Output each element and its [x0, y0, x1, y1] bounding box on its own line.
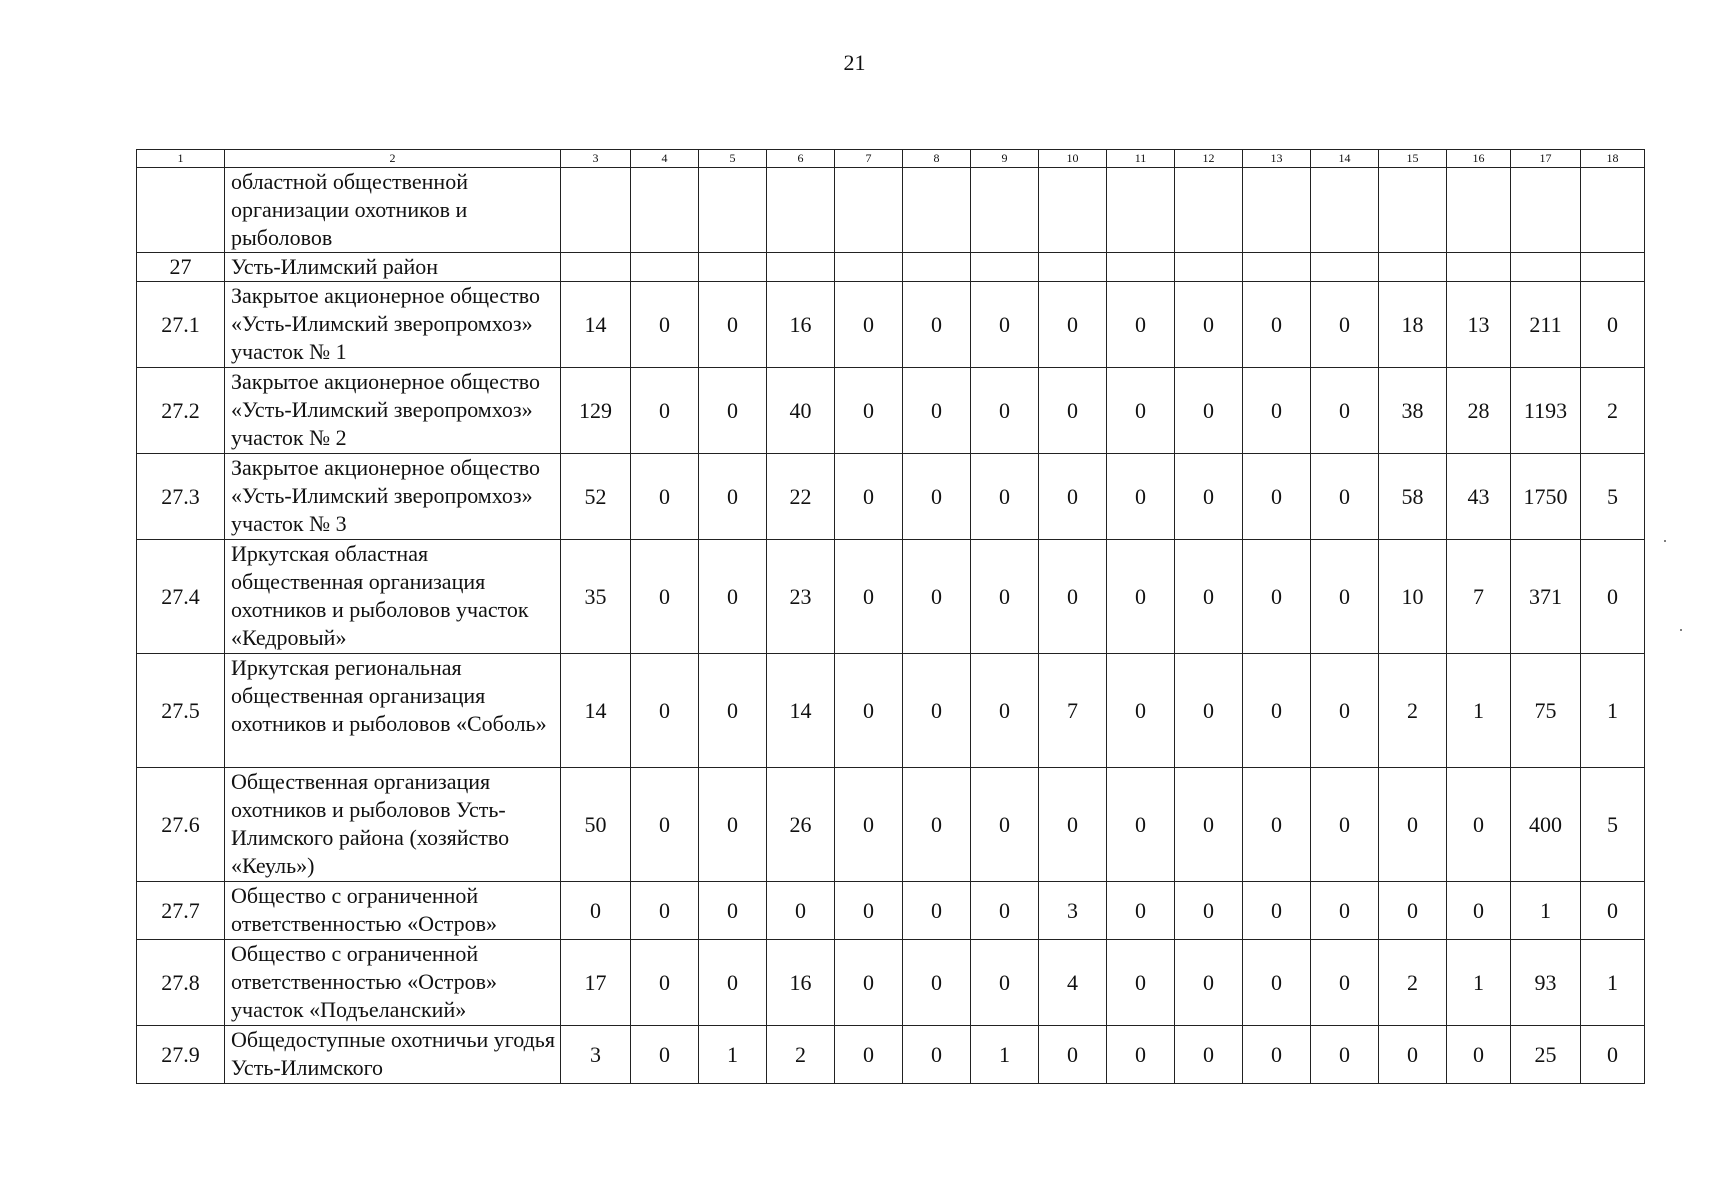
table-cell: 43 [1447, 454, 1511, 540]
table-cell: 0 [561, 882, 631, 940]
row-name: Общество с ограниченной ответственностью «Остров» [225, 882, 561, 940]
row-name: Общество с ограниченной ответственностью «Остров» участок «Подъеланский» [225, 940, 561, 1026]
table-cell: 0 [1039, 454, 1107, 540]
table-cell: 0 [1311, 940, 1379, 1026]
table-cell: 0 [1243, 454, 1311, 540]
table-cell: 0 [1243, 368, 1311, 454]
table-row [137, 654, 1645, 768]
column-header: 8 [903, 150, 971, 168]
table-cell [561, 168, 631, 253]
row-name: областной общественной организации охотников и рыболовов [225, 168, 561, 253]
table-cell: 0 [1243, 768, 1311, 882]
table-cell: 1 [1511, 882, 1581, 940]
column-header: 7 [835, 150, 903, 168]
table-cell [1581, 253, 1645, 282]
table-cell: 0 [1039, 282, 1107, 368]
row-name: Усть-Илимский район [225, 253, 561, 282]
table-row [137, 940, 1645, 1026]
table-cell: 0 [1581, 1026, 1645, 1084]
table-cell [699, 168, 767, 253]
row-name: Закрытое акционерное общество «Усть-Илимский зверопромхоз» участок № 2 [225, 368, 561, 454]
table-cell: 0 [1107, 768, 1175, 882]
column-header: 16 [1447, 150, 1511, 168]
column-header: 6 [767, 150, 835, 168]
table-cell: 0 [971, 940, 1039, 1026]
table-cell: 0 [631, 882, 699, 940]
table-cell [835, 168, 903, 253]
table-cell [1581, 168, 1645, 253]
table-cell: 38 [1379, 368, 1447, 454]
table-cell: 23 [767, 540, 835, 654]
table-cell: 0 [699, 540, 767, 654]
table-cell: 0 [699, 654, 767, 768]
table-cell: 0 [971, 882, 1039, 940]
column-header: 12 [1175, 150, 1243, 168]
table-cell: 7 [1447, 540, 1511, 654]
table-cell: 0 [1311, 454, 1379, 540]
table-cell: 3 [1039, 882, 1107, 940]
table-row [137, 282, 1645, 368]
table-cell [835, 253, 903, 282]
table-cell [903, 168, 971, 253]
table-cell: 0 [971, 368, 1039, 454]
table-cell: 28 [1447, 368, 1511, 454]
table-cell: 3 [561, 1026, 631, 1084]
table-cell: 4 [1039, 940, 1107, 1026]
table-cell: 10 [1379, 540, 1447, 654]
table-cell: 22 [767, 454, 835, 540]
table-cell: 0 [903, 768, 971, 882]
table-cell: 0 [1447, 882, 1511, 940]
table-cell: 0 [699, 940, 767, 1026]
table-cell: 0 [1311, 540, 1379, 654]
column-header: 18 [1581, 150, 1645, 168]
table-cell: 0 [1311, 882, 1379, 940]
table-cell: 0 [903, 940, 971, 1026]
table-cell: 0 [1447, 1026, 1511, 1084]
table-cell [1511, 253, 1581, 282]
table-cell: 18 [1379, 282, 1447, 368]
table-cell: 0 [835, 1026, 903, 1084]
table-cell: 52 [561, 454, 631, 540]
table-cell: 0 [903, 882, 971, 940]
table-cell: 211 [1511, 282, 1581, 368]
table-cell: 0 [1379, 768, 1447, 882]
column-header: 15 [1379, 150, 1447, 168]
table-cell: 371 [1511, 540, 1581, 654]
table-cell: 1 [1447, 654, 1511, 768]
row-name: Закрытое акционерное общество «Усть-Илимский зверопромхоз» участок № 3 [225, 454, 561, 540]
table-cell: 2 [1379, 654, 1447, 768]
table-cell: 25 [1511, 1026, 1581, 1084]
table-cell [1175, 253, 1243, 282]
table-cell: 129 [561, 368, 631, 454]
table-cell: 0 [631, 768, 699, 882]
table-cell [767, 168, 835, 253]
table-cell: 0 [1175, 654, 1243, 768]
page-number: 21 [843, 50, 866, 75]
table-row [137, 368, 1645, 454]
table-cell: 0 [767, 882, 835, 940]
table-cell: 0 [1243, 540, 1311, 654]
table-cell: 0 [1107, 1026, 1175, 1084]
row-number: 27.7 [137, 882, 225, 940]
row-name: Иркутская областная общественная организация охотников и рыболовов участок «Кедровый» [225, 540, 561, 654]
table-cell: 0 [971, 282, 1039, 368]
table-row [137, 1026, 1645, 1084]
table-cell: 2 [767, 1026, 835, 1084]
table-cell: 0 [1175, 1026, 1243, 1084]
table-cell: 0 [903, 454, 971, 540]
table-cell: 0 [631, 940, 699, 1026]
table-cell [1447, 253, 1511, 282]
table-cell: 2 [1379, 940, 1447, 1026]
row-number: 27.1 [137, 282, 225, 368]
row-number: 27.5 [137, 654, 225, 768]
table-cell [1447, 168, 1511, 253]
table-cell: 0 [699, 282, 767, 368]
table-cell: 0 [1107, 940, 1175, 1026]
table-cell: 0 [835, 882, 903, 940]
table-row [137, 168, 1645, 253]
table-cell: 0 [971, 540, 1039, 654]
table-cell [903, 253, 971, 282]
column-header: 4 [631, 150, 699, 168]
table-cell: 0 [1175, 454, 1243, 540]
table-cell [1175, 168, 1243, 253]
table-cell: 0 [699, 882, 767, 940]
table-cell: 0 [1175, 368, 1243, 454]
table-cell [971, 168, 1039, 253]
table-cell [1311, 168, 1379, 253]
column-header: 9 [971, 150, 1039, 168]
table-cell: 0 [1581, 282, 1645, 368]
row-name: Общедоступные охотничьи угодья Усть-Илимского [225, 1026, 561, 1084]
table-cell: 26 [767, 768, 835, 882]
table-cell: 14 [561, 282, 631, 368]
table-cell: 0 [631, 368, 699, 454]
table-cell: 0 [903, 540, 971, 654]
table-cell: 0 [835, 768, 903, 882]
table-body [137, 168, 1645, 1084]
table-row [137, 882, 1645, 940]
table-cell: 14 [561, 654, 631, 768]
row-number: 27.6 [137, 768, 225, 882]
table-cell: 1 [1581, 654, 1645, 768]
table-cell: 0 [631, 454, 699, 540]
table-cell: 0 [1039, 768, 1107, 882]
table-cell: 0 [1107, 454, 1175, 540]
table-cell: 0 [1581, 540, 1645, 654]
table-cell [1039, 168, 1107, 253]
table-cell: 0 [1379, 882, 1447, 940]
table-cell [1243, 168, 1311, 253]
table-cell: 0 [1311, 368, 1379, 454]
table-cell: 0 [835, 940, 903, 1026]
table-cell: 50 [561, 768, 631, 882]
table-cell: 1 [699, 1026, 767, 1084]
row-number: 27.4 [137, 540, 225, 654]
table-cell: 0 [1243, 282, 1311, 368]
table-cell: 0 [835, 540, 903, 654]
table-cell: 0 [1311, 654, 1379, 768]
row-number [137, 168, 225, 253]
table-cell: 0 [1311, 282, 1379, 368]
column-header: 11 [1107, 150, 1175, 168]
table-cell [561, 253, 631, 282]
table-cell [1311, 253, 1379, 282]
table-cell: 0 [1581, 882, 1645, 940]
table-cell: 0 [1039, 368, 1107, 454]
table-cell: 0 [971, 768, 1039, 882]
table-cell: 16 [767, 282, 835, 368]
column-header: 1 [137, 150, 225, 168]
table-cell: 0 [835, 454, 903, 540]
table-cell: 0 [971, 654, 1039, 768]
table-cell: 0 [1107, 654, 1175, 768]
table-cell: 0 [631, 282, 699, 368]
table-cell: 5 [1581, 454, 1645, 540]
table-cell: 0 [1107, 540, 1175, 654]
table-cell [1379, 253, 1447, 282]
table-cell: 0 [1311, 768, 1379, 882]
column-header: 3 [561, 150, 631, 168]
column-header: 14 [1311, 150, 1379, 168]
table-cell: 0 [903, 1026, 971, 1084]
table-cell: 0 [1175, 282, 1243, 368]
table-cell: 16 [767, 940, 835, 1026]
scan-speck [1664, 540, 1666, 542]
table-cell: 14 [767, 654, 835, 768]
table-cell: 58 [1379, 454, 1447, 540]
table-cell: 0 [835, 282, 903, 368]
table-cell: 75 [1511, 654, 1581, 768]
table-cell: 0 [1243, 940, 1311, 1026]
header-row [137, 150, 1645, 168]
table-cell: 0 [1175, 882, 1243, 940]
row-name: Закрытое акционерное общество «Усть-Илимский зверопромхоз» участок № 1 [225, 282, 561, 368]
table-cell: 0 [699, 768, 767, 882]
table-cell: 0 [1039, 1026, 1107, 1084]
table-cell: 0 [835, 654, 903, 768]
table-cell: 0 [1175, 768, 1243, 882]
table-cell: 17 [561, 940, 631, 1026]
table-cell: 1 [971, 1026, 1039, 1084]
column-header: 13 [1243, 150, 1311, 168]
row-number: 27.8 [137, 940, 225, 1026]
table-cell: 0 [631, 540, 699, 654]
table-cell: 0 [1107, 882, 1175, 940]
table-cell: 1 [1447, 940, 1511, 1026]
column-header: 17 [1511, 150, 1581, 168]
table-cell: 93 [1511, 940, 1581, 1026]
table-cell: 0 [1175, 940, 1243, 1026]
table-cell: 0 [631, 1026, 699, 1084]
table-cell [767, 253, 835, 282]
table-cell: 40 [767, 368, 835, 454]
table-cell [1243, 253, 1311, 282]
scan-speck [1680, 629, 1682, 631]
table-cell [1107, 253, 1175, 282]
table-cell: 1193 [1511, 368, 1581, 454]
table-cell: 400 [1511, 768, 1581, 882]
table-cell: 0 [1447, 768, 1511, 882]
row-number: 27 [137, 253, 225, 282]
table-cell: 7 [1039, 654, 1107, 768]
column-header: 10 [1039, 150, 1107, 168]
row-number: 27.9 [137, 1026, 225, 1084]
table-cell: 0 [835, 368, 903, 454]
table-cell: 0 [1107, 282, 1175, 368]
table-cell: 2 [1581, 368, 1645, 454]
table-cell [1511, 168, 1581, 253]
table-cell: 0 [1243, 654, 1311, 768]
table-cell: 1750 [1511, 454, 1581, 540]
table-cell: 0 [903, 282, 971, 368]
table-cell: 0 [1243, 1026, 1311, 1084]
row-name: Иркутская региональная общественная организация охотников и рыболовов «Соболь» [225, 654, 561, 768]
table-cell: 0 [1107, 368, 1175, 454]
table-row [137, 454, 1645, 540]
table-cell [1039, 253, 1107, 282]
column-header: 5 [699, 150, 767, 168]
table-cell: 35 [561, 540, 631, 654]
table-cell [1107, 168, 1175, 253]
table-cell [631, 253, 699, 282]
table-cell: 0 [1311, 1026, 1379, 1084]
table-cell: 0 [903, 654, 971, 768]
table-cell: 0 [1175, 540, 1243, 654]
row-name: Общественная организация охотников и рыболовов Усть-Илимского района (хозяйство «Кеуль») [225, 768, 561, 882]
table-cell [971, 253, 1039, 282]
table-cell: 0 [699, 368, 767, 454]
table-cell: 0 [1243, 882, 1311, 940]
row-number: 27.2 [137, 368, 225, 454]
table-cell: 1 [1581, 940, 1645, 1026]
table-cell: 13 [1447, 282, 1511, 368]
table-row [137, 540, 1645, 654]
table-cell: 0 [971, 454, 1039, 540]
column-header: 2 [225, 150, 561, 168]
table-row [137, 768, 1645, 882]
table-cell: 0 [631, 654, 699, 768]
table-cell [1379, 168, 1447, 253]
row-number: 27.3 [137, 454, 225, 540]
table-cell: 0 [903, 368, 971, 454]
table-cell: 0 [1039, 540, 1107, 654]
table-cell [699, 253, 767, 282]
data-table [136, 149, 1645, 1084]
table-cell: 0 [699, 454, 767, 540]
table-row [137, 253, 1645, 282]
table-cell: 0 [1379, 1026, 1447, 1084]
table-cell [631, 168, 699, 253]
table-cell: 5 [1581, 768, 1645, 882]
